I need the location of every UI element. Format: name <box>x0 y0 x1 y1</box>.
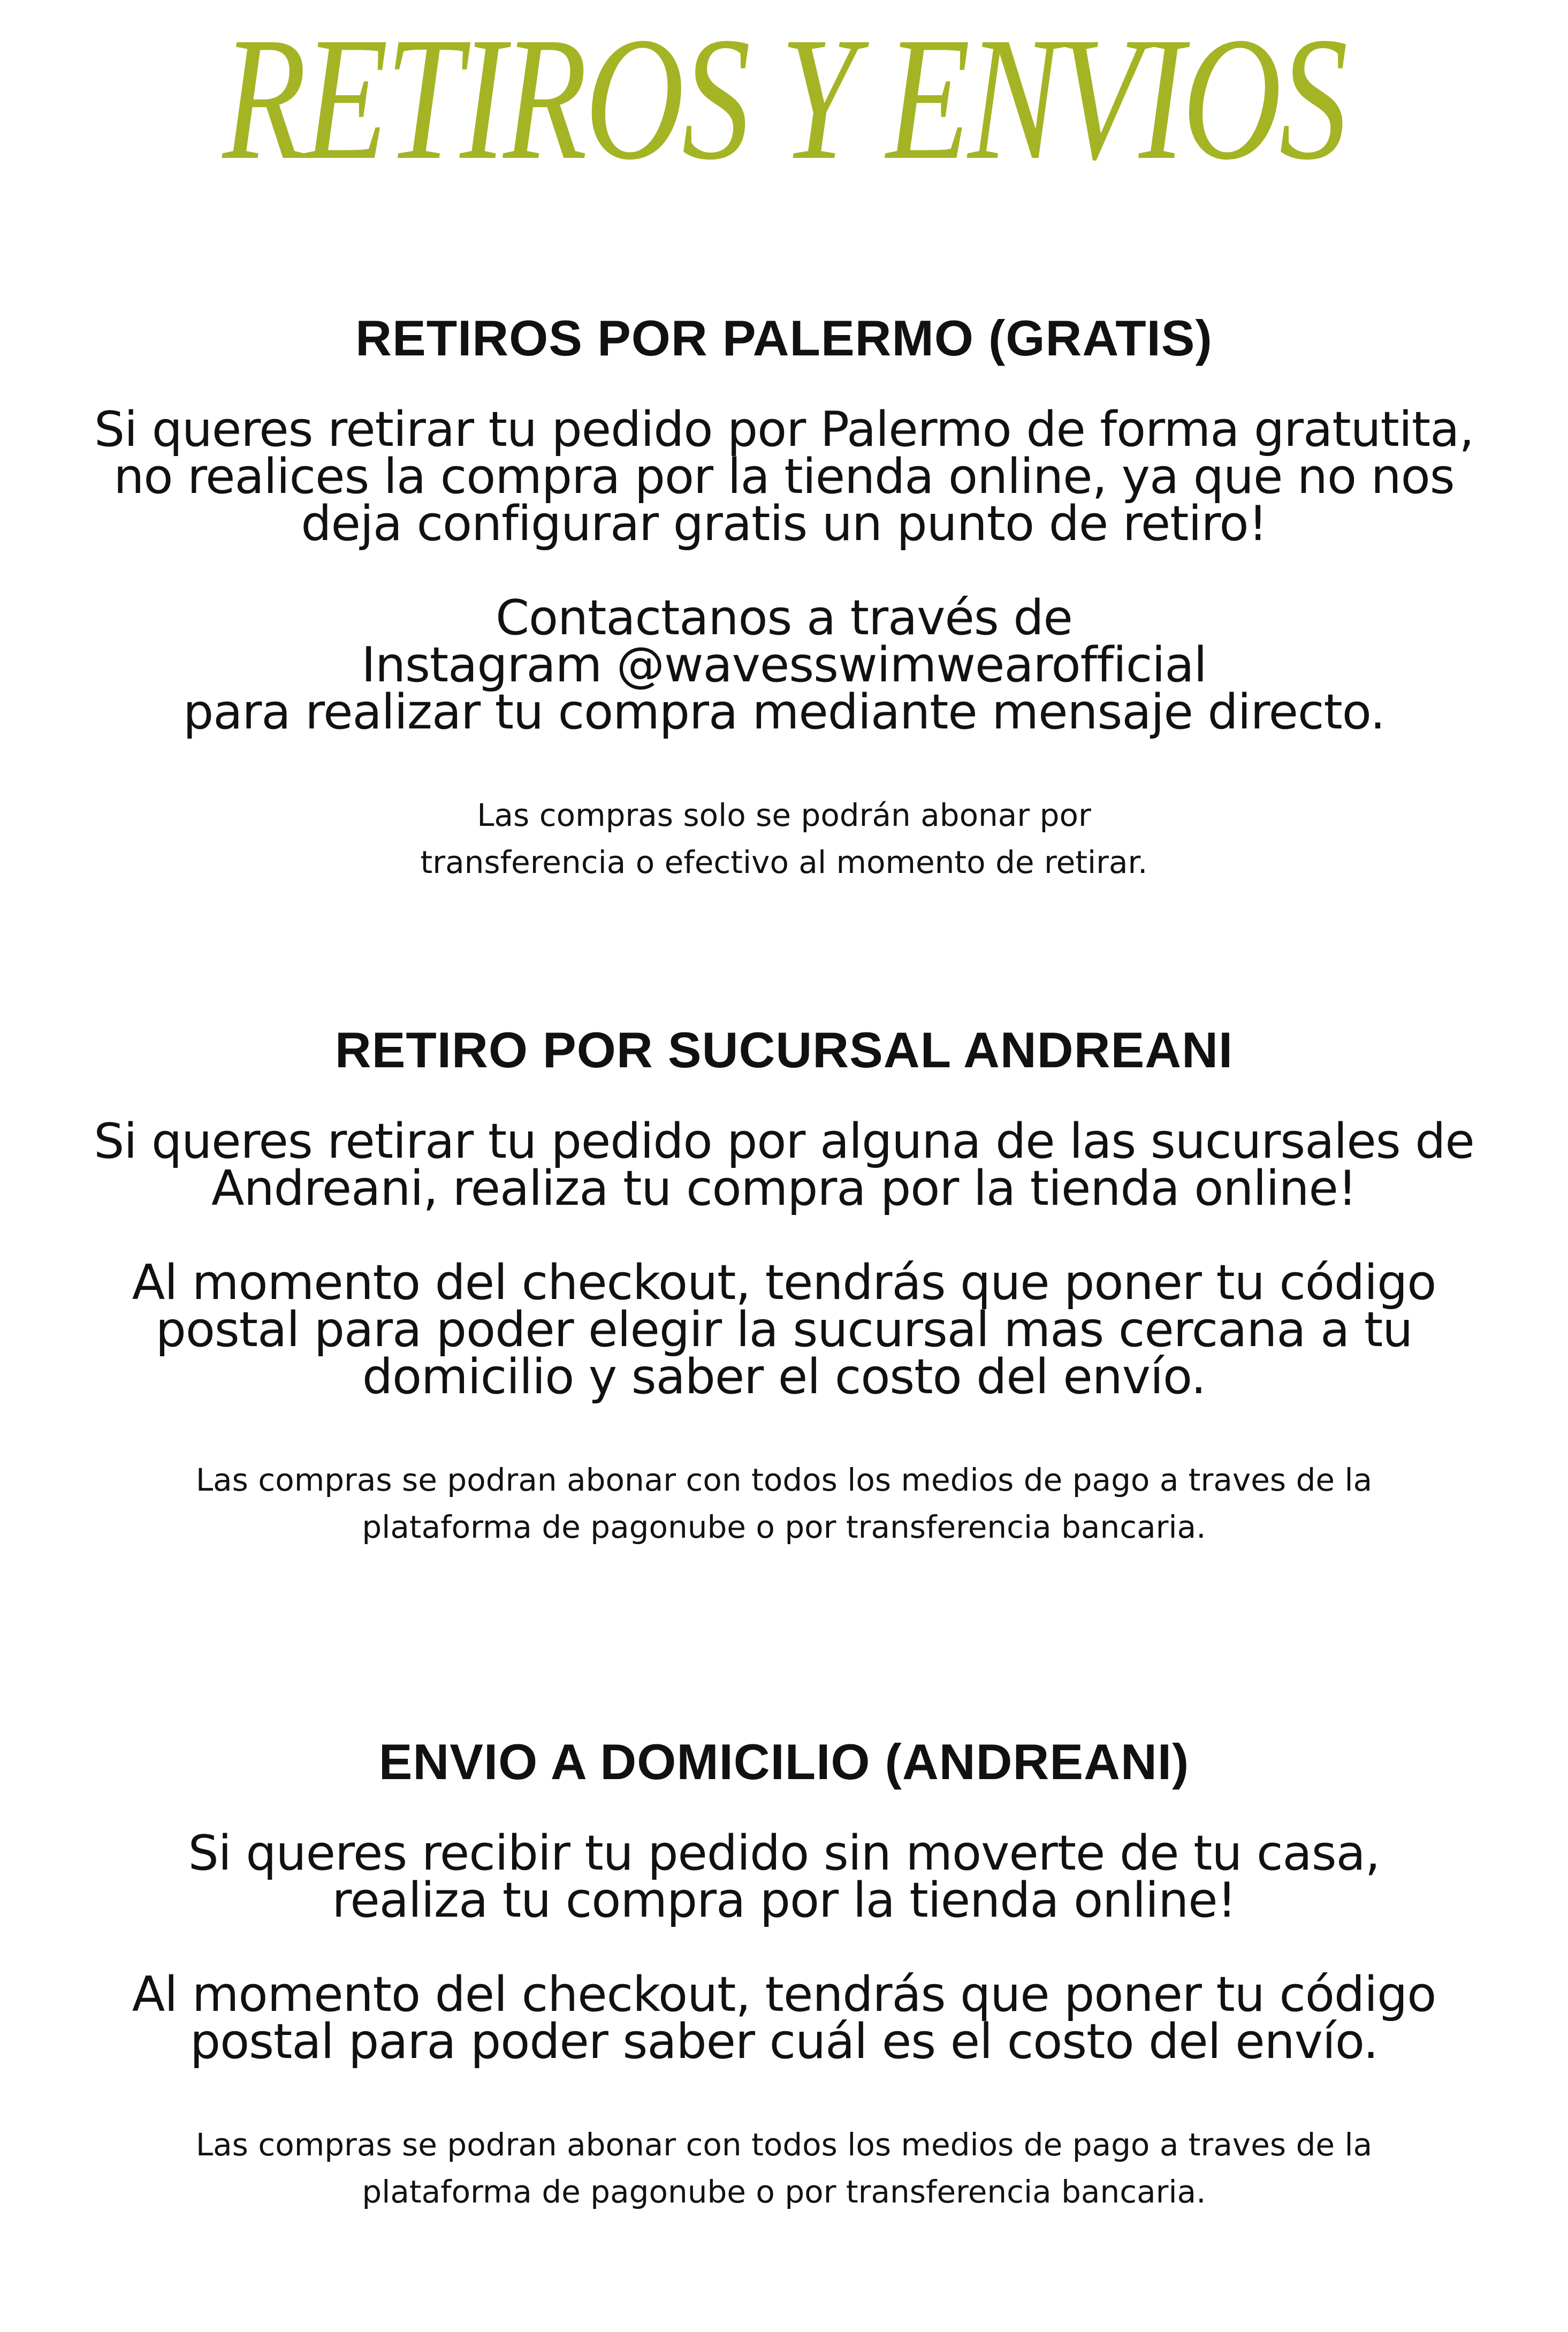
text-line: plataforma de pagonube o por transferencia bancaria. <box>362 2174 1206 2210</box>
text-line: Al momento del checkout, tendrás que poner tu código <box>132 1966 1436 2023</box>
text-line: Si queres retirar tu pedido por Palermo de forma gratutita, <box>94 401 1474 458</box>
text-line: Las compras solo se podrán abonar por <box>477 797 1091 833</box>
section-envio-domicilio <box>0 1734 1568 2215</box>
text-line: plataforma de pagonube o por transferencia bancaria. <box>362 1509 1206 1545</box>
paragraph <box>0 1255 1568 1405</box>
paragraph <box>0 1966 1568 2070</box>
paragraph <box>0 401 1568 552</box>
text-line: Contactanos a través de <box>496 590 1072 646</box>
paragraph <box>0 1113 1568 1217</box>
text-line: postal para poder elegir la sucursal mas cercana a tu <box>155 1302 1413 1358</box>
text-line: realiza tu compra por la tienda online! <box>332 1872 1236 1928</box>
paragraph <box>0 1825 1568 1928</box>
text-line: transferencia o efectivo al momento de retirar. <box>420 844 1148 880</box>
text-line: para realizar tu compra mediante mensaje directo. <box>183 684 1385 740</box>
text-line: Las compras se podran abonar con todos los medios de pago a traves de la <box>195 2126 1373 2163</box>
text-line: Instagram @wavesswimwearofficial <box>361 637 1207 693</box>
text-line: domicilio y saber el costo del envío. <box>362 1349 1206 1405</box>
text-line: Si queres retirar tu pedido por alguna de las sucursales de <box>94 1113 1474 1169</box>
section-palermo <box>0 310 1568 886</box>
section-sucursal-andreani <box>0 1022 1568 1551</box>
text-line: no realices la compra por la tienda online, ya que no nos <box>113 449 1455 505</box>
text-line: postal para poder saber cuál es el costo del envío. <box>189 2014 1379 2070</box>
section-heading: ENVIO A DOMICILIO (ANDREANI) <box>378 1734 1190 1790</box>
payment-note <box>0 1456 1568 1551</box>
page-title: RETIROS Y ENVIOS <box>222 1 1346 196</box>
text-line: Las compras se podran abonar con todos los medios de pago a traves de la <box>195 1462 1373 1498</box>
section-heading: RETIROS POR PALERMO (GRATIS) <box>355 310 1213 366</box>
paragraph <box>0 590 1568 740</box>
payment-note <box>0 2121 1568 2215</box>
text-line: Si queres recibir tu pedido sin moverte de tu casa, <box>188 1825 1380 1881</box>
text-line: Andreani, realiza tu compra por la tienda online! <box>211 1160 1357 1217</box>
payment-note <box>0 792 1568 886</box>
section-heading: RETIRO POR SUCURSAL ANDREANI <box>334 1022 1234 1078</box>
text-line: Al momento del checkout, tendrás que poner tu código <box>132 1255 1436 1311</box>
text-line: deja configurar gratis un punto de retiro! <box>301 496 1267 552</box>
